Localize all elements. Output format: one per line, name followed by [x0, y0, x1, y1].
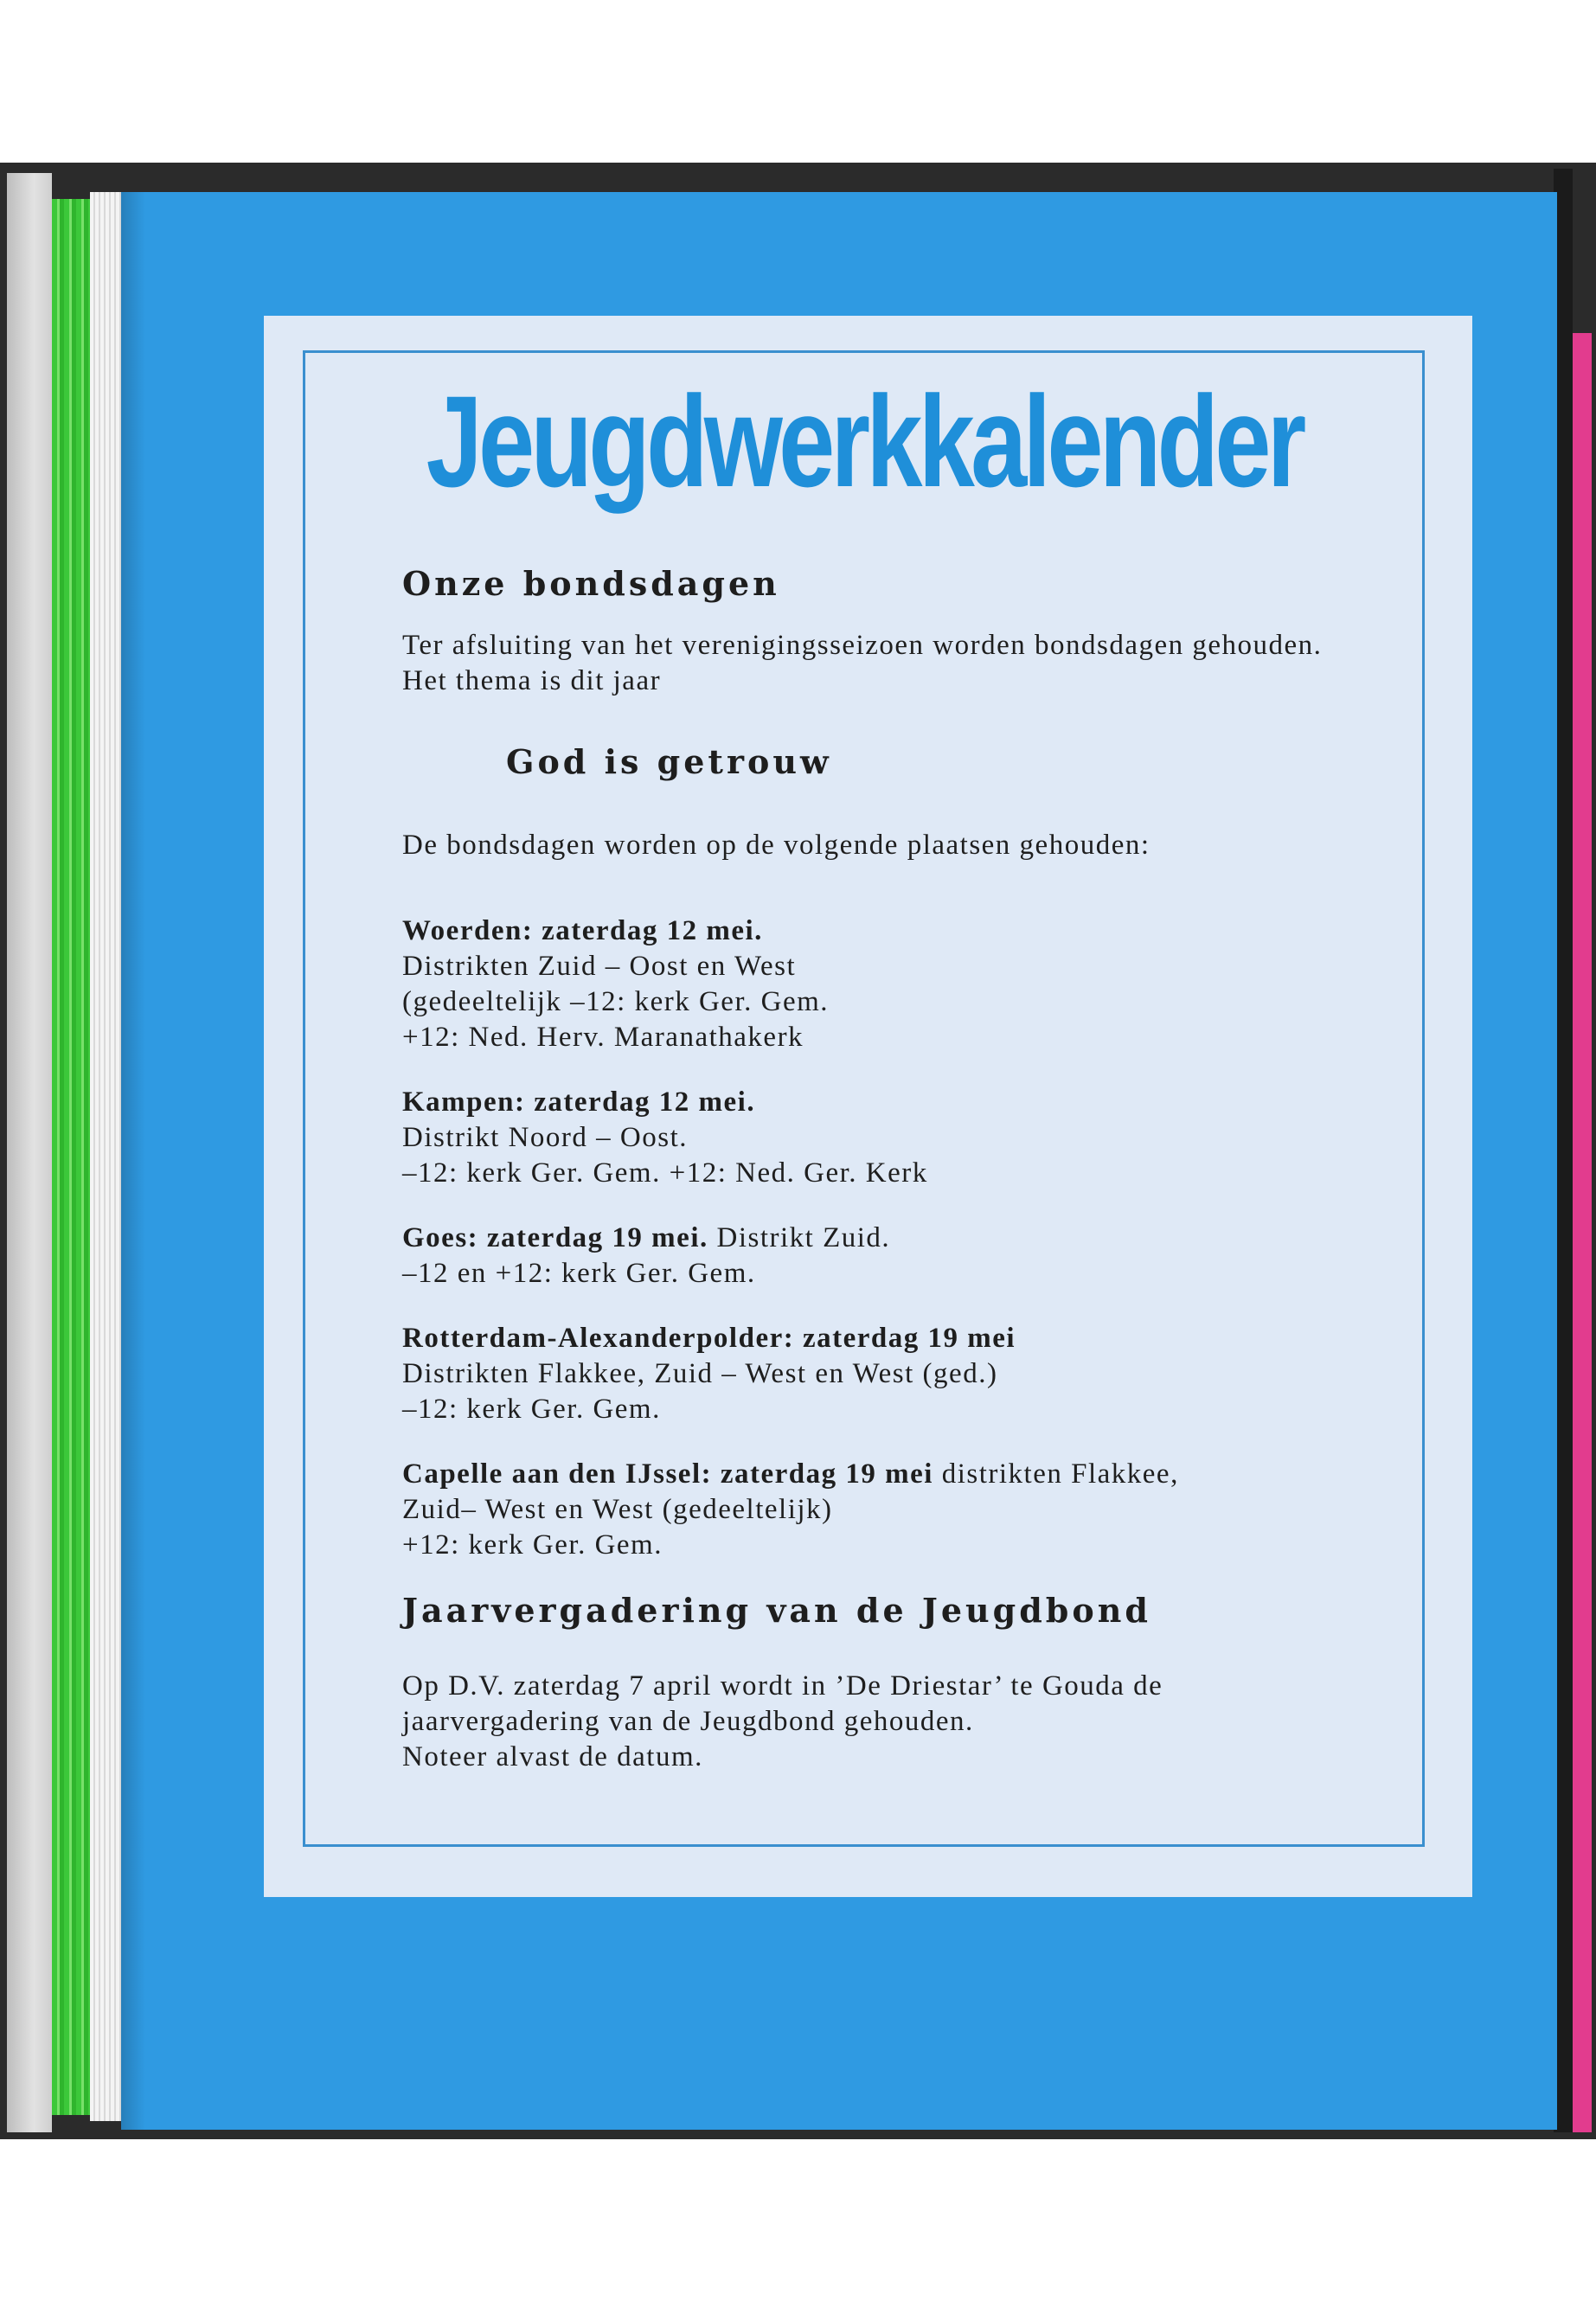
jaarvergadering-text: Op D.V. zaterdag 7 april wordt in ’De Driestar’ te Gouda de jaarvergadering van de Jeugdbond gehouden. [402, 1670, 1163, 1737]
event-kampen [402, 1085, 1362, 1191]
theme-title: God is getrouw [506, 742, 832, 781]
event-goes [402, 1221, 1362, 1292]
pink-page-edge [1573, 333, 1592, 2132]
event-capelle [402, 1457, 1362, 1563]
event-line: Zuid– West en West (gedeeltelijk) [402, 1494, 833, 1525]
event-heading-tail: Distrikt Zuid. [708, 1222, 891, 1253]
event-line: Distrikten Flakkee, Zuid – West en West (ged.) [402, 1358, 998, 1389]
notice-content [402, 562, 1362, 1775]
green-page-edges [52, 199, 90, 2115]
masthead-title: Jeugdwerkkalender [426, 369, 1303, 514]
event-woerden [402, 913, 1362, 1055]
jaarvergadering-note: Noteer alvast de datum. [402, 1741, 703, 1772]
event-heading: Woerden: zaterdag 12 mei. [402, 915, 763, 946]
event-line: +12: Ned. Herv. Maranathakerk [402, 1022, 804, 1053]
places-lead-text: De bondsdagen worden op de volgende plaatsen gehouden: [402, 830, 1151, 861]
section-title-bondsdagen: Onze bondsdagen [402, 564, 780, 603]
white-page-edges [90, 192, 121, 2121]
event-line: –12 en +12: kerk Ger. Gem. [402, 1258, 756, 1289]
event-heading: Capelle aan den IJssel: zaterdag 19 mei [402, 1458, 933, 1490]
book-spine [7, 173, 52, 2132]
event-heading: Goes: zaterdag 19 mei. [402, 1222, 708, 1253]
event-line: (gedeeltelijk –12: kerk Ger. Gem. [402, 986, 830, 1017]
theme-lead-text: Het thema is dit jaar [402, 665, 662, 696]
event-list [402, 913, 1362, 1563]
event-line: –12: kerk Ger. Gem. +12: Ned. Ger. Kerk [402, 1157, 928, 1189]
intro-text: Ter afsluiting van het verenigingsseizoen worden bondsdagen gehouden. [402, 630, 1323, 661]
event-line: +12: kerk Ger. Gem. [402, 1529, 663, 1561]
event-heading: Kampen: zaterdag 12 mei. [402, 1086, 756, 1118]
section-title-jaarvergadering: Jaarvergadering van de Jeugdbond [402, 1591, 1151, 1630]
event-heading-tail: distrikten Flakkee, [933, 1458, 1179, 1490]
event-line: Distrikt Noord – Oost. [402, 1122, 688, 1153]
event-line: Distrikten Zuid – Oost en West [402, 951, 797, 982]
page-gutter-shadow [121, 192, 145, 2130]
event-rotterdam [402, 1321, 1362, 1427]
event-line: –12: kerk Ger. Gem. [402, 1394, 661, 1425]
event-heading: Rotterdam-Alexanderpolder: zaterdag 19 mei [402, 1323, 1016, 1354]
